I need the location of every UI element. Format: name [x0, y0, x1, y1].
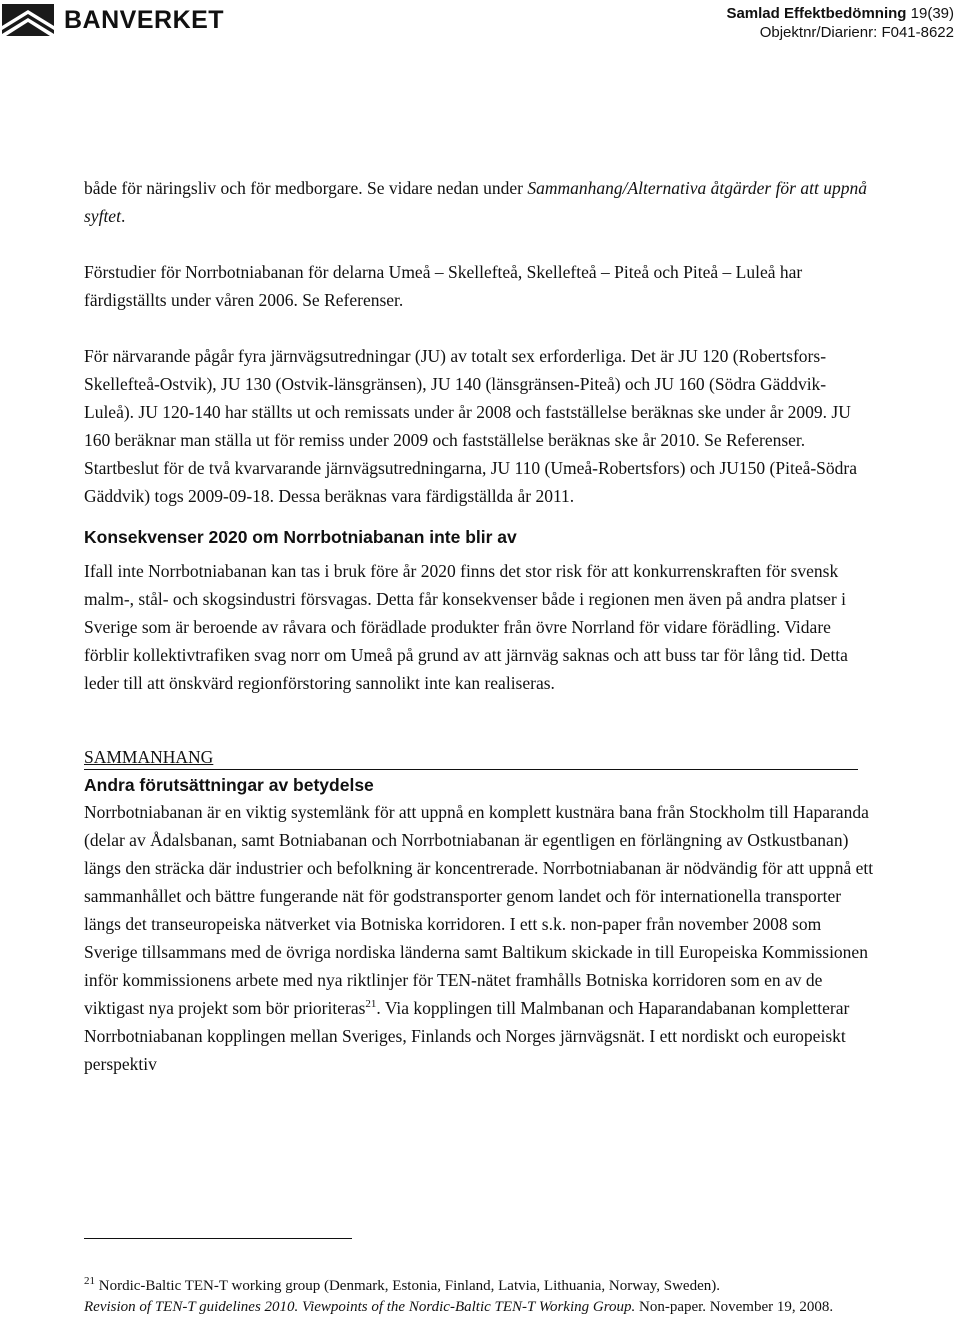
paragraph-3: För närvarande pågår fyra järnvägsutredningar (JU) av totalt sex erforderliga. Det är JU 120 (Robertsfors-Skellefteå-Ostvik), JU 130 (Ostvik-länsgränsen), JU 140 (länsgränsen-Piteå) och JU 160 (Södra Gäddvik-Luleå). JU 120-140 har ställts ut och remissats under år 2008 och fastställelse beräknas ske under år 2009. JU 160 beräknar man ställa ut för remiss under 2009 och fastställelse beräknas ske år 2010. Se Referenser. Startbeslut för de två kvarvarande järnvägsutredningarna, JU 110 (Umeå-Robertsfors) och JU150 (Piteå-Södra Gäddvik) togs 2009-09-18. Dessa beräknas vara färdigställda år 2011. [84, 346, 858, 506]
heading-konsekvenser: Konsekvenser 2020 om Norrbotniabanan inte blir av [84, 527, 517, 547]
footnote-end: Non-paper. November 19, 2008. [635, 1299, 834, 1315]
paragraph-1-end: . [120, 206, 126, 226]
document-body [84, 174, 874, 1078]
header-meta [726, 4, 954, 42]
ref-value: F041-8622 [881, 24, 954, 41]
page-number: 19(39) [910, 5, 954, 22]
paragraph-5-end: . Via kopplingen till Malmbanan och Haparandabanan kompletterar Norrbotniabanan kopplingen mellan Sveriges, Finlands och Norges järnvägsnät. I ett nordiskt och europeiskt perspektiv [84, 998, 850, 1074]
paragraph-1-italic: Sammanhang/Alternativa åtgärder för att uppnå syftet [84, 178, 867, 226]
heading-andra: Andra förutsättningar av betydelse [84, 775, 374, 795]
footnote-italic: Revision of TEN-T guidelines 2010. Viewpoints of the Nordic-Baltic TEN-T Working Group. [84, 1299, 636, 1315]
sammanhang-heading [84, 745, 858, 770]
footnote-ref[interactable]: 21 [365, 998, 377, 1011]
footnote-number: 21 [84, 1275, 95, 1287]
paragraph-4: Ifall inte Norrbotniabanan kan tas i bruk före år 2020 finns det stor risk för att konkurrenskraften för svensk malm-, stål- och skogsindustri försvagas. Detta får konsekvenser både i regionen men även på andra platser i Sverige som är beroende av råvara och förädlade produkter från övre Norrland för vidare förädling. Vidare förblir kollektivtrafiken svag norr om Umeå på grund av att järnväg saknas och att buss tar för lång tid. Detta leder till att önskvärd regionförstoring sannolikt inte kan realiseras. [84, 561, 848, 693]
footnote [84, 1276, 884, 1318]
paragraph-1 [84, 174, 874, 230]
footnote-text: Nordic-Baltic TEN-T working group (Denmark, Estonia, Finland, Latvia, Lithuania, Norway, Sweden). [95, 1278, 720, 1294]
logo-text: BANVERKET [64, 6, 225, 34]
ref-label: Objektnr/Diarienr: [759, 24, 878, 41]
footnote-divider [84, 1238, 352, 1239]
paragraph-5-text: Norrbotniabanan är en viktig systemlänk för att uppnå en komplett kustnära bana från Stockholm till Haparanda (delar av Ådalsbanan, samt Botniabanan och Norrbotniabanan är egentligen en förlängning av Ostkustbanan) längs den sträcka där industrier och befolkning är koncentrerade. Norrbotniabanan är nödvändig för att uppnå ett sammanhållet och bättre fungerande nät för godstransporter genom landet och för internationella transporter längs det transeuropeiska nätverket via Botniska korridoren. I ett s.k. non-paper från november 2008 som Sverige tillsammans med de övriga nordiska länderna samt Baltikum skickade in till Europeiska Kommissionen inför kommissionens arbete med nya riktlinjer för TEN-nätet framhålls Botniska korridoren som en av de viktigast nya projekt som bör prioriteras [84, 802, 874, 1018]
sammanhang-text: SAMMANHANG [84, 747, 214, 767]
banverket-logo [2, 4, 224, 36]
sammanhang-section [84, 745, 874, 1078]
paragraph-5 [84, 798, 874, 1078]
page-header [0, 0, 960, 44]
banverket-logo-icon [2, 4, 54, 36]
doc-title: Samlad Effektbedömning [726, 5, 907, 22]
paragraph-1-text: både för näringsliv och för medborgare. Se vidare nedan under [84, 178, 528, 198]
paragraph-2: Förstudier för Norrbotniabanan för delarna Umeå – Skellefteå, Skellefteå – Piteå och Piteå – Luleå har färdigställts under våren 2006. Se Referenser. [84, 262, 803, 310]
